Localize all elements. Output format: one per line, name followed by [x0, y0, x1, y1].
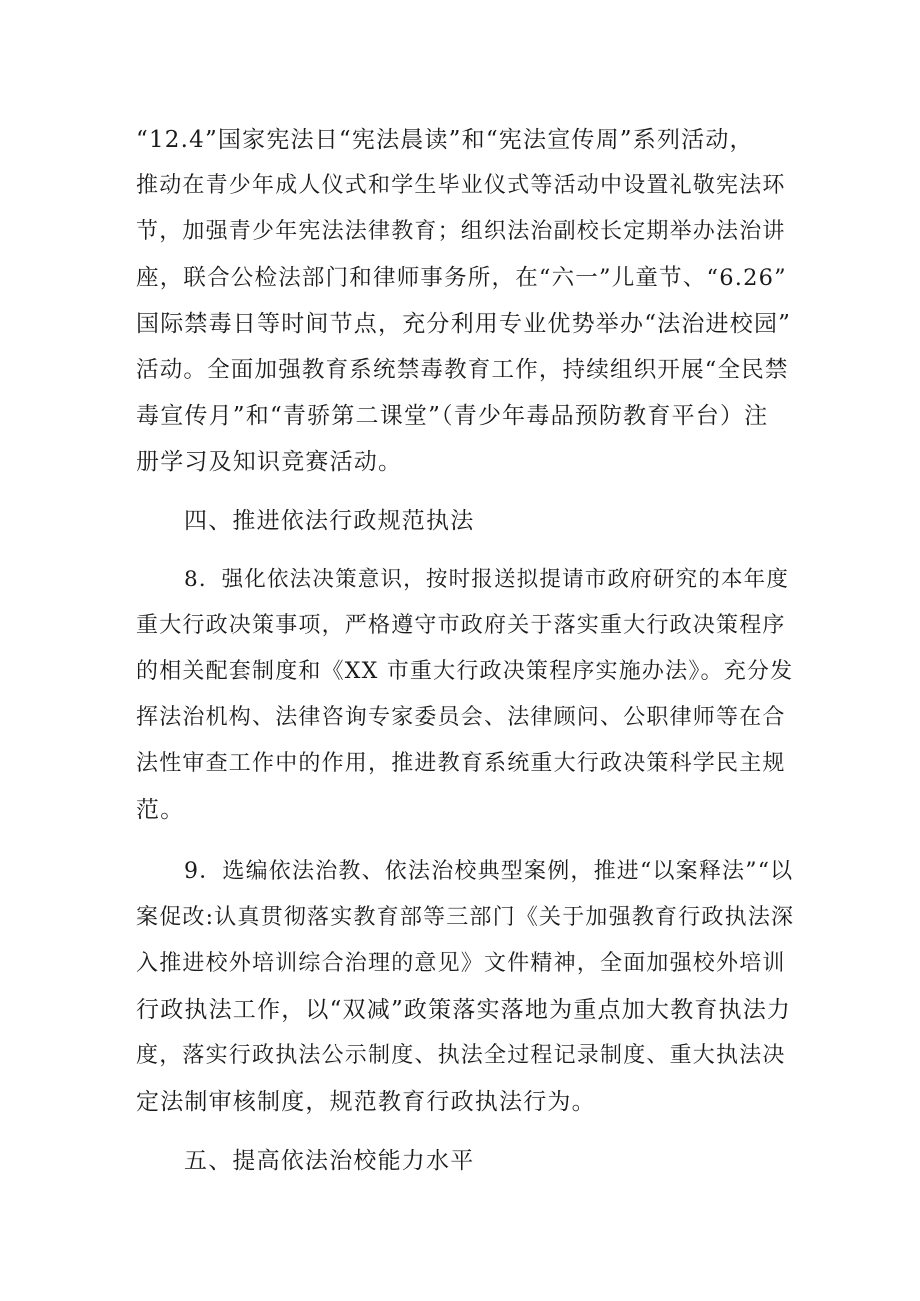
text-line: 度，落实行政执法公示制度、执法全过程记录制度、重大执法决 — [136, 1043, 786, 1068]
text-line: 入推进校外培训综合治理的意见》文件精神，全面加强校外培训 — [136, 951, 786, 976]
text-line: 案促改:认真贯彻落实教育部等三部门《关于加强教育行政执法深 — [136, 905, 795, 930]
text-line: 活动。全面加强教育系统禁毒教育工作，持续组织开展“全民禁 — [136, 357, 789, 383]
text-line: 册学习及知识竞赛活动。 — [136, 449, 403, 475]
text-line: 节，加强青少年宪法法律教育；组织法治副校长定期举办法治讲 — [136, 219, 786, 244]
text-line: 9．选编依法治教、依法治校典型案例，推进“以案释法”“以 — [184, 859, 794, 884]
text-line: 国际禁毒日等时间节点，充分利用专业优势举办“法治进校园” — [136, 311, 792, 337]
text-line: 的相关配套制度和《XX 市重大行政决策程序实施办法》。充分发 — [136, 659, 794, 684]
text-line: 行政执法工作，以“双减”政策落实落地为重点加大教育执法力 — [136, 997, 792, 1023]
text-line: 重大行政决策事项，严格遵守市政府关于落实重大行政决策程序 — [136, 613, 786, 638]
text-line: 法性审查工作中的作用，推进教育系统重大行政决策科学民主规 — [136, 751, 786, 776]
section-heading-4: 四、推进依法行政规范执法 — [184, 508, 475, 534]
text-line: 毒宣传月”和“青骄第二课堂”（青少年毒品预防教育平台）注 — [136, 403, 769, 429]
text-line: 8．强化依法决策意识，按时报送拟提请市政府研究的本年度 — [184, 567, 790, 592]
text-line: 推动在青少年成人仪式和学生毕业仪式等活动中设置礼敬宪法环 — [136, 173, 786, 198]
text-line: 范。 — [136, 797, 185, 823]
section-heading-5: 五、提高依法治校能力水平 — [184, 1148, 475, 1174]
text-line: “12.4”国家宪法日“宪法晨读”和“宪法宣传周”系列活动， — [136, 127, 754, 153]
text-line: 挥法治机构、法律咨询专家委员会、法律顾问、公职律师等在合 — [136, 705, 786, 730]
text-line: 定法制审核制度，规范教育行政执法行为。 — [136, 1089, 596, 1115]
text-line: 座，联合公检法部门和律师事务所，在“六一”儿童节、“6.26” — [136, 265, 787, 291]
